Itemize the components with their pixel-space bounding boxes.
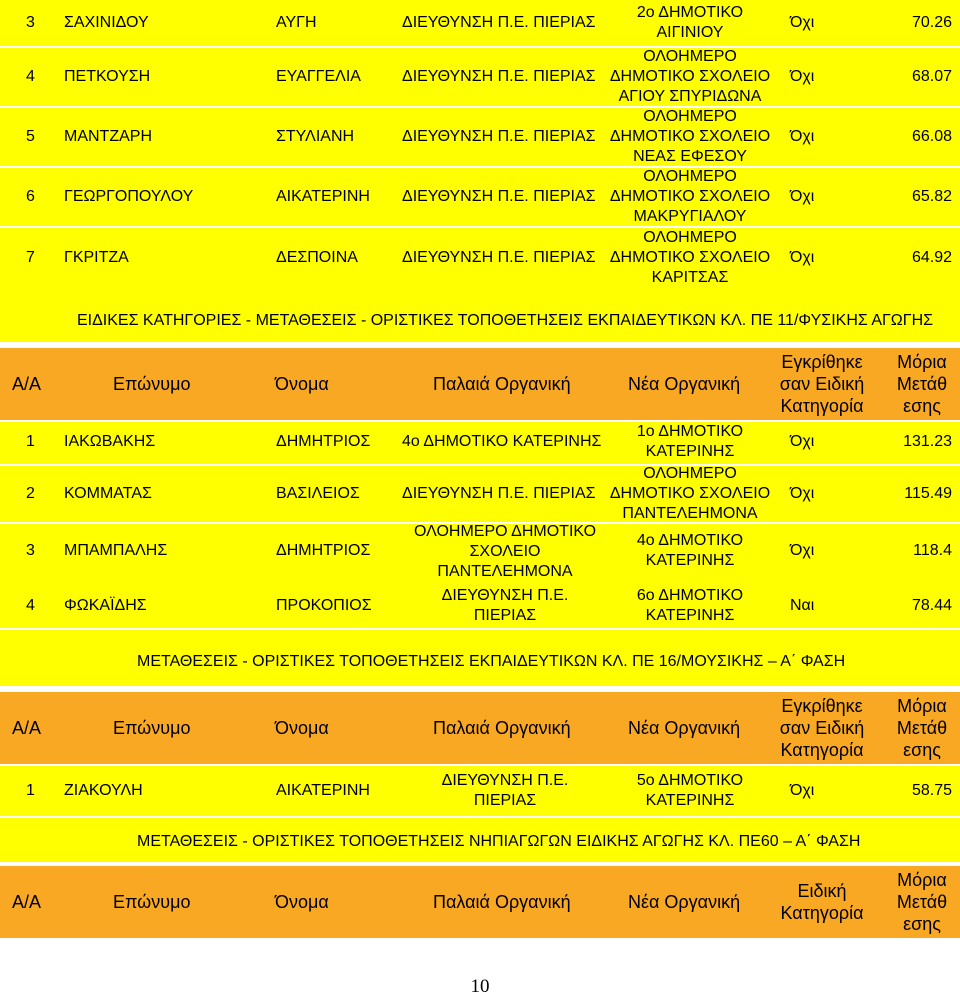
col-old-header: Παλαιά Οργανική	[433, 374, 571, 394]
row-old: ΔΙΕΥΘΥΝΣΗ Π.Ε. ΠΙΕΡΙΑΣ	[402, 68, 596, 85]
row-special: Όχι	[790, 14, 815, 31]
table1	[0, 0, 960, 292]
row-old: ΔΙΕΥΘΥΝΣΗ Π.Ε. ΠΙΕΡΙΑΣ	[402, 188, 596, 205]
row-surname: ΖΙΑΚΟΥΛΗ	[64, 782, 143, 799]
row-surname: ΦΩΚΑΪΔΗΣ	[64, 597, 147, 614]
row-aa: 4	[26, 68, 35, 85]
col-new-header: Νέα Οργανική	[628, 718, 741, 738]
table-row	[0, 524, 960, 578]
row-new: ΟΛΟΗΜΕΡΟ ΔΗΜΟΤΙΚΟ ΣΧΟΛΕΙΟ ΜΑΚΡΥΓΙΑΛΟΥ	[609, 168, 771, 225]
row-old: 4ο ΔΗΜΟΤΙΚΟ ΚΑΤΕΡΙΝΗΣ	[402, 433, 602, 450]
row-aa: 7	[26, 249, 35, 266]
row-name: ΕΥΑΓΓΕΛΙΑ	[276, 68, 361, 85]
row-old: ΔΙΕΥΘΥΝΣΗ Π.Ε. ΠΙΕΡΙΑΣ	[441, 772, 569, 809]
section-header	[0, 818, 960, 862]
table-header	[0, 348, 960, 420]
row-aa: 5	[26, 128, 35, 145]
row-special: Όχι	[790, 68, 815, 85]
row-old: ΔΙΕΥΘΥΝΣΗ Π.Ε. ΠΙΕΡΙΑΣ	[402, 249, 596, 266]
row-aa: 6	[26, 188, 35, 205]
row-points: 70.26	[911, 14, 952, 31]
col-new-header: Νέα Οργανική	[628, 892, 741, 912]
section-header	[0, 292, 960, 342]
section-title: ΕΙΔΙΚΕΣ ΚΑΤΗΓΟΡΙΕΣ - ΜΕΤΑΘΕΣΕΙΣ - ΟΡΙΣΤΙΚΕΣ ΤΟΠΟΘΕΤΗΣΕΙΣ ΕΚΠΑΙΔΕΥΤΙΚΩΝ ΚΛ. ΠΕ 11/ΦΥΣΙΚΗΣ ΑΓΩΓΗΣ	[77, 312, 934, 329]
row-new: 2ο ΔΗΜΟΤΙΚΟ ΑΙΓΙΝΙΟΥ	[636, 4, 744, 41]
table-row	[0, 584, 960, 628]
row-aa: 4	[26, 597, 35, 614]
col-old-header: Παλαιά Οργανική	[433, 892, 571, 912]
row-name: ΑΙΚΑΤΕΡΙΝΗ	[276, 188, 370, 205]
table-row	[0, 466, 960, 522]
page-number: 10	[470, 976, 490, 997]
col-old-header: Παλαιά Οργανική	[433, 718, 571, 738]
row-points: 78.44	[911, 597, 952, 614]
row-special: Όχι	[790, 542, 815, 559]
table-row	[0, 766, 960, 816]
row-new: ΟΛΟΗΜΕΡΟ ΔΗΜΟΤΙΚΟ ΣΧΟΛΕΙΟ ΑΓΙΟΥ ΣΠΥΡΙΔΩΝΑ	[609, 48, 771, 105]
col-aa-header: Α/Α	[12, 892, 42, 912]
col-name-header: Όνομα	[275, 718, 329, 738]
table3	[0, 766, 960, 816]
row-points: 66.08	[911, 128, 952, 145]
row-surname: ΜΑΝΤΖΑΡΗ	[64, 128, 152, 145]
row-points: 118.4	[913, 542, 952, 559]
row-name: ΑΥΓΗ	[276, 14, 317, 31]
table-row	[0, 108, 960, 166]
table-row	[0, 48, 960, 106]
row-old: ΔΙΕΥΘΥΝΣΗ Π.Ε. ΠΙΕΡΙΑΣ	[402, 128, 596, 145]
row-old: ΔΙΕΥΘΥΝΣΗ Π.Ε. ΠΙΕΡΙΑΣ	[402, 485, 596, 502]
row-old: ΔΙΕΥΘΥΝΣΗ Π.Ε. ΠΙΕΡΙΑΣ	[441, 587, 569, 624]
row-new: ΟΛΟΗΜΕΡΟ ΔΗΜΟΤΙΚΟ ΣΧΟΛΕΙΟ ΠΑΝΤΕΛΕΗΜΟΝΑ	[609, 465, 771, 522]
table-row	[0, 422, 960, 462]
col-name-header: Όνομα	[275, 374, 329, 394]
row-points: 58.75	[911, 782, 952, 799]
col-points-header: Μόρια Μετάθ εσης	[896, 696, 948, 760]
row-surname: ΠΕΤΚΟΥΣΗ	[64, 68, 151, 85]
col-points-header: Μόρια Μετάθ εσης	[896, 870, 948, 934]
col-surname-header: Επώνυμο	[113, 374, 191, 394]
row-surname: ΣΑΧΙΝΙΔΟΥ	[64, 14, 149, 31]
row-special: Όχι	[790, 128, 815, 145]
section-header	[0, 630, 960, 686]
row-new: 1ο ΔΗΜΟΤΙΚΟ ΚΑΤΕΡΙΝΗΣ	[636, 423, 744, 460]
row-special: Όχι	[790, 485, 815, 502]
row-surname: ΚΟΜΜΑΤΑΣ	[64, 485, 152, 502]
col-special-header: Εγκρίθηκε σαν Ειδική Κατηγορία	[779, 696, 865, 760]
row-new: ΟΛΟΗΜΕΡΟ ΔΗΜΟΤΙΚΟ ΣΧΟΛΕΙΟ ΝΕΑΣ ΕΦΕΣΟΥ	[609, 108, 771, 165]
row-old: ΔΙΕΥΘΥΝΣΗ Π.Ε. ΠΙΕΡΙΑΣ	[402, 14, 596, 31]
col-special-header: Εγκρίθηκε σαν Ειδική Κατηγορία	[779, 352, 865, 416]
col-new-header: Νέα Οργανική	[628, 374, 741, 394]
row-aa: 1	[26, 433, 35, 450]
section-title: ΜΕΤΑΘΕΣΕΙΣ - ΟΡΙΣΤΙΚΕΣ ΤΟΠΟΘΕΤΗΣΕΙΣ ΕΚΠΑΙΔΕΥΤΙΚΩΝ ΚΛ. ΠΕ 16/ΜΟΥΣΙΚΗΣ – Α΄ ΦΑΣΗ	[137, 653, 846, 670]
row-special: Όχι	[790, 782, 815, 799]
table-row	[0, 168, 960, 226]
col-aa-header: Α/Α	[12, 718, 42, 738]
col-special-header: Ειδική Κατηγορία	[780, 881, 864, 923]
row-name: ΔΗΜΗΤΡΙΟΣ	[276, 433, 371, 450]
row-points: 68.07	[911, 68, 952, 85]
row-new: ΟΛΟΗΜΕΡΟ ΔΗΜΟΤΙΚΟ ΣΧΟΛΕΙΟ ΚΑΡΙΤΣΑΣ	[609, 229, 771, 286]
row-name: ΒΑΣΙΛΕΙΟΣ	[276, 485, 360, 502]
row-special: Όχι	[790, 188, 815, 205]
row-surname: ΓΚΡΙΤΖΑ	[64, 249, 129, 266]
row-aa: 3	[26, 542, 35, 559]
row-surname: ΙΑΚΩΒΑΚΗΣ	[64, 433, 156, 450]
col-aa-header: Α/Α	[12, 374, 42, 394]
row-special: Ναι	[790, 597, 815, 614]
row-points: 64.92	[911, 249, 952, 266]
table-header	[0, 866, 960, 938]
row-name: ΑΙΚΑΤΕΡΙΝΗ	[276, 782, 370, 799]
table-header	[0, 692, 960, 764]
col-points-header: Μόρια Μετάθ εσης	[896, 352, 948, 416]
table2	[0, 422, 960, 628]
row-new: 5ο ΔΗΜΟΤΙΚΟ ΚΑΤΕΡΙΝΗΣ	[636, 772, 744, 809]
row-new: 4ο ΔΗΜΟΤΙΚΟ ΚΑΤΕΡΙΝΗΣ	[636, 532, 744, 569]
row-name: ΣΤΥΛΙΑΝΗ	[276, 128, 355, 145]
col-name-header: Όνομα	[275, 892, 329, 912]
row-new: 6ο ΔΗΜΟΤΙΚΟ ΚΑΤΕΡΙΝΗΣ	[636, 587, 744, 624]
row-aa: 2	[26, 485, 35, 502]
row-special: Όχι	[790, 433, 815, 450]
section-title: ΜΕΤΑΘΕΣΕΙΣ - ΟΡΙΣΤΙΚΕΣ ΤΟΠΟΘΕΤΗΣΕΙΣ ΝΗΠΙΑΓΩΓΩΝ ΕΙΔΙΚΗΣ ΑΓΩΓΗΣ ΚΛ. ΠΕ60 – Α΄ ΦΑΣΗ	[137, 833, 861, 850]
row-name: ΔΕΣΠΟΙΝΑ	[276, 249, 358, 266]
row-aa: 3	[26, 14, 35, 31]
row-name: ΔΗΜΗΤΡΙΟΣ	[276, 542, 371, 559]
row-points: 65.82	[911, 188, 952, 205]
row-surname: ΜΠΑΜΠΑΛΗΣ	[64, 542, 168, 559]
row-old: ΟΛΟΗΜΕΡΟ ΔΗΜΟΤΙΚΟ ΣΧΟΛΕΙΟ ΠΑΝΤΕΛΕΗΜΟΝΑ	[413, 523, 597, 580]
row-special: Όχι	[790, 249, 815, 266]
table-row	[0, 0, 960, 46]
row-name: ΠΡΟΚΟΠΙΟΣ	[276, 597, 372, 614]
row-points: 115.49	[904, 485, 952, 502]
row-aa: 1	[26, 782, 35, 799]
row-points: 131.23	[903, 433, 952, 450]
row-surname: ΓΕΩΡΓΟΠΟΥΛΟΥ	[64, 188, 194, 205]
col-surname-header: Επώνυμο	[113, 892, 191, 912]
col-surname-header: Επώνυμο	[113, 718, 191, 738]
table-row	[0, 228, 960, 292]
